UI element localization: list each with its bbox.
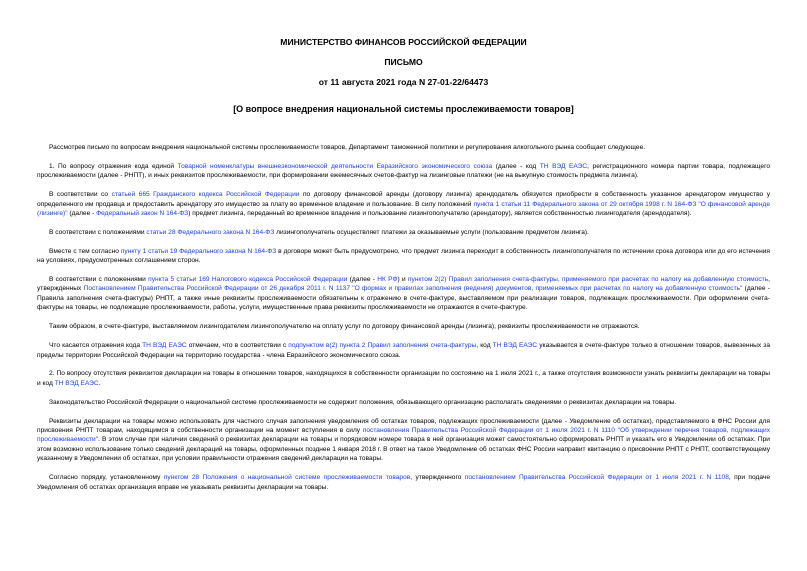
paragraph-text: В соответствии со <box>49 191 112 199</box>
paragraph-ownership-transfer <box>37 247 770 266</box>
paragraph-intro <box>37 143 770 152</box>
link-law-164-art19[interactable]: пункту 1 статьи 19 Федерального закона N 164-ФЗ <box>120 247 277 255</box>
document-date-number: от 11 августа 2021 года N 27-01-22/64473 <box>318 77 489 87</box>
link-invoice-rules-2-2[interactable]: пунктом 2(2) Правил заполнения счета-фактуры, применяемого при расчетах по налогу на добавленную стоимость <box>407 276 769 284</box>
link-regulation-item-28[interactable]: пунктом 28 Положения о национальной системе прослеживаемости товаров <box>163 474 411 482</box>
paragraph-text: , код <box>476 342 493 350</box>
link-tn-ved-eaes[interactable]: ТН ВЭД ЕАЭС <box>539 162 588 170</box>
document-subject: [О вопросе внедрения национальной системы прослеживаемости товаров] <box>233 104 574 114</box>
paragraph-text: В соответствии с положениями <box>49 276 149 284</box>
link-tn-ved-eaes[interactable]: ТН ВЭД ЕАЭС <box>54 379 99 387</box>
paragraph-text: ) предмет лизинга, переданный во временное владение и пользование лизингополучателю (арендатору), является собственностью лизингодателя (арендодателя). <box>188 210 692 218</box>
paragraph-text: отмечаем, что в соответствии с <box>186 342 289 350</box>
link-tn-ved-eaes[interactable]: ТН ВЭД ЕАЭС <box>142 342 187 350</box>
paragraph-text: Вместе с тем согласно <box>49 247 121 255</box>
link-law-164-art11[interactable]: пункта 1 статьи 11 Федерального закона от 29 октября 1998 г. N 164-ФЗ "О финансовой аренде (лизинге)" <box>37 200 771 218</box>
link-civil-code-665[interactable]: статьей 665 Гражданского кодекса Российской Федерации <box>111 191 300 199</box>
paragraph-lease-definition <box>37 190 770 218</box>
paragraph-text: Что касается отражения кода <box>49 342 143 350</box>
paragraph-declaration-requisites <box>37 417 770 464</box>
paragraph-1 <box>37 162 770 181</box>
paragraph-text: 2. По вопросу отсутствия реквизитов декларации на товары в отношении товаров, находящихся в собственности организации по состоянию на 1 июля 2021 г., а также отсутствия возможности узнать реквизиты декларации на товары и код <box>37 370 770 387</box>
link-tn-ved-nomenclature[interactable]: Товарной номенклатуры внешнеэкономической деятельности Евразийского экономического союза <box>177 162 493 170</box>
paragraph-text: Законодательство Российской Федерации о национальной системе прослеживаемости не содержит положения, обязывающего организацию располагать сведениями о реквизитах декларации на товары. <box>49 398 677 406</box>
document-body <box>37 143 770 501</box>
paragraph-text: ) и <box>397 276 408 284</box>
paragraph-text: , при подаче Уведомления об остатках организация вправе не указывать реквизиты декларации на товары. <box>37 474 770 491</box>
paragraph-text: (далее - <box>67 210 97 218</box>
paragraph-2 <box>37 369 770 388</box>
paragraph-text: Реквизиты декларации на товары можно использовать для частного случая заполнения уведомления об остатках товаров, подлежащих прослеживаемости (далее - Уведомление об остатках), представляемого в ФНС России для присвоения РНПТ товарам, находящимся в собственности организации на момент вступления в силу <box>37 417 770 434</box>
paragraph-invoice-rules <box>37 275 770 313</box>
link-invoice-rules-v2[interactable]: подпунктом в(2) пункта 2 Правил заполнения счета-фактуры <box>288 342 477 350</box>
paragraph-text: по договору финансовой аренды (договору лизинга) арендодатель обязуется приобрести в собственность указанное арендатором имущество у определенного им продавца и предоставить арендатору это имущество за плату во временное владение и пользование. В силу положений <box>37 191 770 208</box>
paragraph-text: указывается в счете-фактуре только в отношении товаров, вывезенных за пределы территории Российской Федерации на территорию государства - члена Евразийского экономического союза. <box>37 342 770 359</box>
paragraph-text: , утвержденного <box>410 474 465 482</box>
link-nk-rf[interactable]: НК РФ <box>377 276 398 284</box>
paragraph-procedure <box>37 473 770 492</box>
paragraph-legislation <box>37 398 770 407</box>
paragraph-text: В соответствии с положениями <box>49 228 147 236</box>
ministry-heading: МИНИСТЕРСТВО ФИНАНСОВ РОССИЙСКОЙ ФЕДЕРАЦИИ <box>280 37 527 47</box>
link-resolution-1137[interactable]: Постановлением Правительства Российской Федерации от 26 декабря 2011 г. N 1137 "О формах и правилах заполнения (ведения) документов, применяемых при расчетах по налогу на добавленную стоимость" <box>83 285 743 293</box>
paragraph-text: (далее - Правила заполнения счета-фактуры) РНПТ, а также иные реквизиты прослеживаемости обязательны к отражению в счете-фактуре, выставляемом при реализации товаров, подлежащих прослеживаемости. При оформлении счета-фактуры на товары, не подлежащие прослеживаемости, работы, услуги, имущественные права реквизиты прослеживаемости не отражаются в счете-фактуре. <box>37 285 770 312</box>
link-resolution-1110[interactable]: постановления Правительства Российской Федерации от 1 июля 2021 г. N 1110 "Об утверждении перечня товаров, подлежащих прослеживаемости" <box>37 426 770 444</box>
link-law-164[interactable]: Федеральный закон N 164-ФЗ <box>96 210 189 218</box>
paragraph-text: лизингополучатель осуществляет платежи за оказываемые услуги (пользование предметом лизинга). <box>274 228 589 236</box>
paragraph-tn-ved-code <box>37 341 770 360</box>
paragraph-text: в договоре может быть предусмотрено, что предмет лизинга переходит в собственность лизингополучателя по истечении срока договора или до его истечения на условиях, предусмотренных соглашением сторон. <box>37 247 771 265</box>
paragraph-conclusion-1 <box>37 322 770 331</box>
paragraph-text: Согласно порядку, установленному <box>49 474 164 482</box>
link-tax-code-169[interactable]: пункта 5 статьи 169 Налогового кодекса Российской Федерации <box>148 276 348 284</box>
paragraph-text: . В этом случае при наличии сведений о реквизитах декларации на товары и порядковом номере товара в ней организация может самостоятельно сформировать РНПТ и указать его в Уведомлении об остатках. При этом возможно использование только сведений деклараций на товары, оформленных позднее 1 января 2018 г. В ответ на такое Уведомление об остатках ФНС России направит квитанцию о присвоении РНПТ с РНПТ, соответствующему указанному в Уведомлении об остатках, при условии правильности отражения сведений декларации на товары. <box>37 436 770 463</box>
document-type-heading: ПИСЬМО <box>384 57 423 67</box>
paragraph-text: 1. По вопросу отражения кода единой <box>49 162 178 170</box>
link-resolution-1108[interactable]: постановлением Правительства Российской Федерации от 1 июля 2021 г. N 1108 <box>464 474 729 482</box>
link-law-164-art28[interactable]: статьи 28 Федерального закона N 164-ФЗ <box>146 228 275 236</box>
paragraph-text: (далее - <box>347 276 378 284</box>
paragraph-text: Таким образом, в счете-фактуре, выставляемом лизингодателем лизингополучателю на оплату услуг по договору финансовой аренды (лизинга), реквизиты прослеживаемости не отражаются. <box>49 323 640 331</box>
paragraph-text: Рассмотрев письмо по вопросам внедрения национальной системы прослеживаемости товаров, Департамент таможенной политики и регулирования алкогольного рынка сообщает следующее. <box>49 144 646 151</box>
paragraph-text: . <box>98 379 101 387</box>
link-tn-ved-eaes[interactable]: ТН ВЭД ЕАЭС <box>492 342 538 350</box>
paragraph-text: , утвержденных <box>37 276 770 293</box>
paragraph-text: , регистрационного номера партии товара, подлежащего прослеживаемости (далее - РНПТ), и иных реквизитов прослеживаемости, при формировании ежемесячных счетов-фактур на лизинговые платежи (не на выкупную стоимость предмета лизинга). <box>37 162 771 180</box>
paragraph-text: (далее - код <box>492 162 540 170</box>
paragraph-lease-payments <box>37 228 770 237</box>
